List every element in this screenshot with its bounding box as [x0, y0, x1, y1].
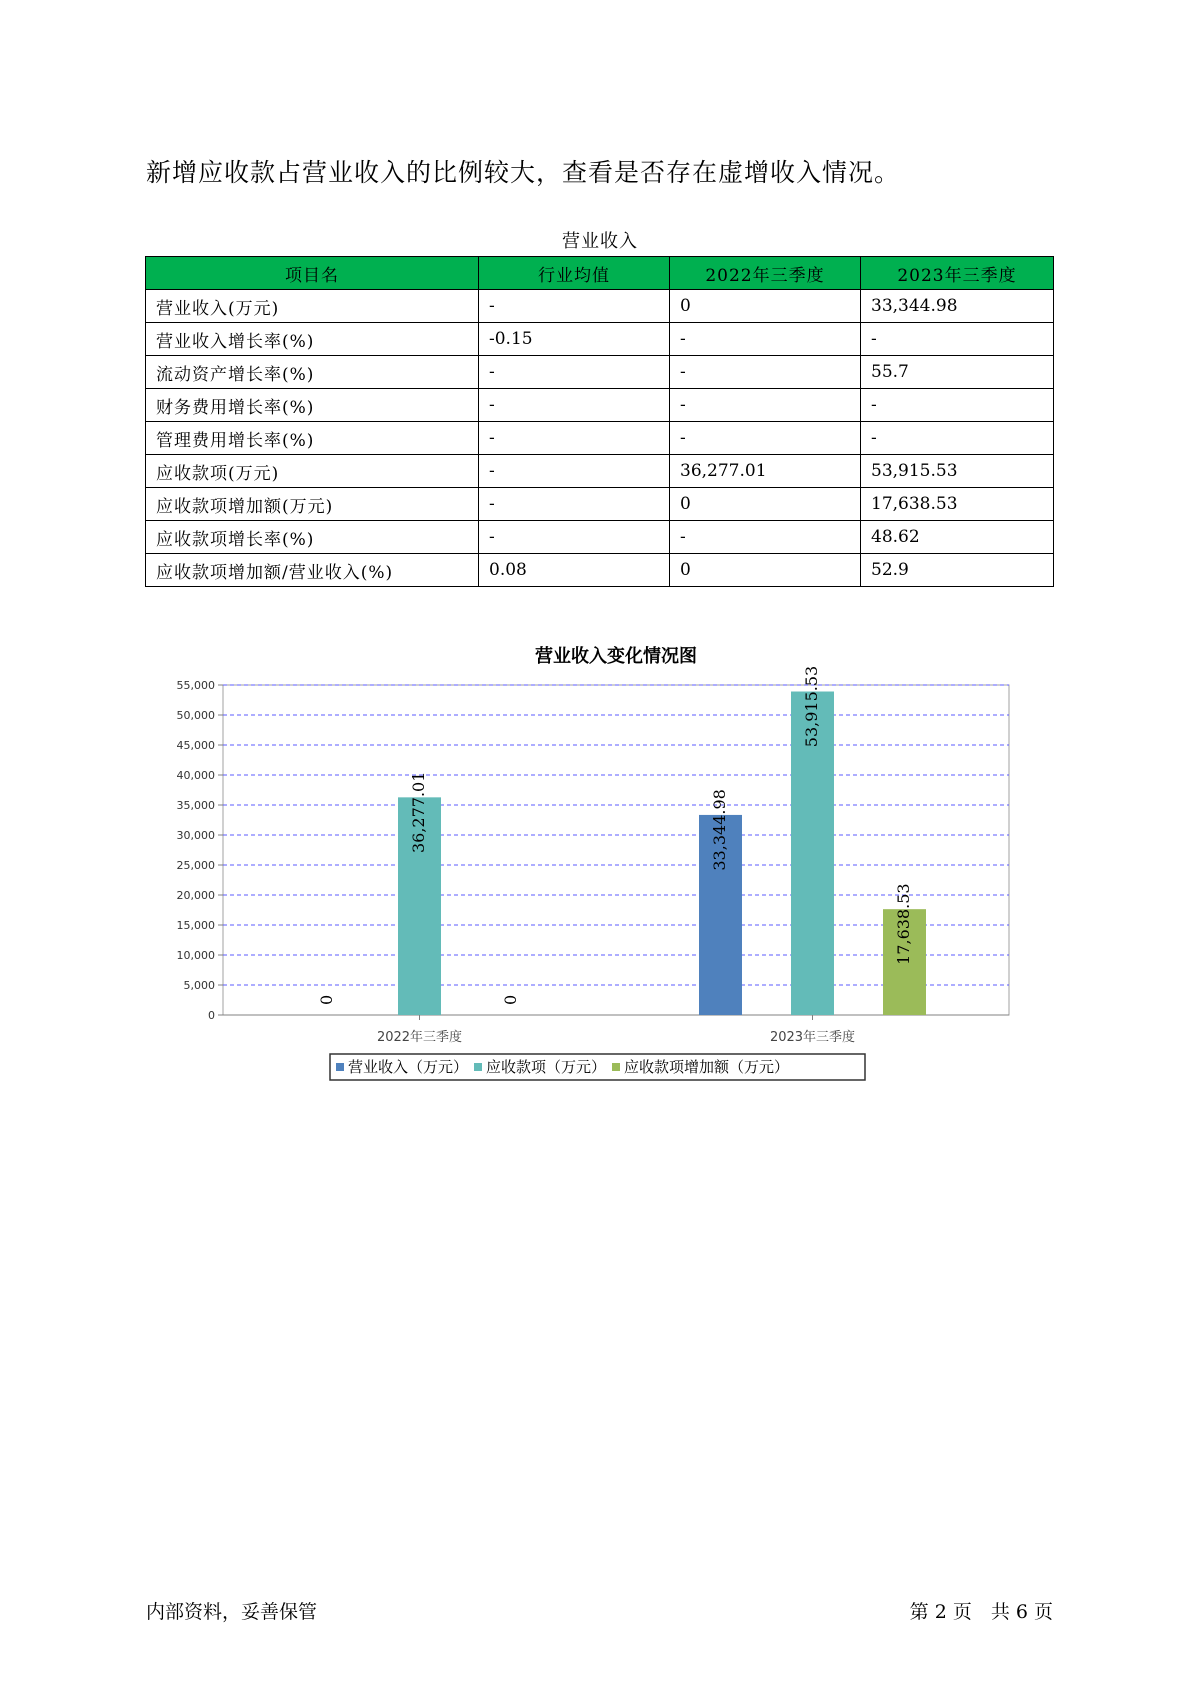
legend-swatch [336, 1063, 344, 1071]
table-cell: - [670, 323, 861, 356]
y-tick-label: 45,000 [176, 739, 215, 752]
table-cell: 应收款项增加额(万元) [146, 488, 479, 521]
bar-data-label: 17,638.53 [894, 883, 913, 965]
table-cell: 管理费用增长率(%) [146, 422, 479, 455]
y-tick-label: 25,000 [176, 859, 215, 872]
y-tick-label: 50,000 [176, 709, 215, 722]
intro-paragraph: 新增应收款占营业收入的比例较大，查看是否存在虚增收入情况。 [146, 158, 901, 187]
table-cell: -0.15 [479, 323, 670, 356]
y-tick-label: 5,000 [183, 979, 215, 992]
bar-data-label: 33,344.98 [710, 789, 729, 871]
table-cell: - [479, 488, 670, 521]
table-cell: - [670, 422, 861, 455]
table-cell: 53,915.53 [861, 455, 1054, 488]
y-tick-label: 40,000 [176, 769, 215, 782]
table-cell: 营业收入(万元) [146, 290, 479, 323]
table-cell: - [479, 455, 670, 488]
chart-title: 营业收入变化情况图 [535, 646, 697, 667]
bar-data-label: 36,277.01 [409, 771, 428, 854]
table-cell: - [861, 422, 1054, 455]
table-cell: 52.9 [861, 554, 1054, 587]
bar-data-label: 0 [317, 994, 336, 1005]
table-cell: 流动资产增长率(%) [146, 356, 479, 389]
table-cell: - [861, 389, 1054, 422]
column-header: 行业均值 [479, 257, 670, 290]
table-cell: 应收款项(万元) [146, 455, 479, 488]
table-cell: 48.62 [861, 521, 1054, 554]
table-cell: - [479, 521, 670, 554]
table-cell: 应收款项增加额/营业收入(%) [146, 554, 479, 587]
y-tick-label: 30,000 [176, 829, 215, 842]
table-cell: 0.08 [479, 554, 670, 587]
footer-page-number: 第 2 页 共 6 页 [909, 1601, 1053, 1623]
table-cell: 17,638.53 [861, 488, 1054, 521]
y-tick-label: 20,000 [176, 889, 215, 902]
table-cell: 0 [670, 554, 861, 587]
table-cell: 55.7 [861, 356, 1054, 389]
table-cell: 应收款项增长率(%) [146, 521, 479, 554]
x-tick-label: 2022年三季度 [376, 1030, 463, 1045]
table-cell: - [670, 389, 861, 422]
column-header: 2023年三季度 [861, 257, 1054, 290]
legend-swatch [474, 1063, 482, 1071]
legend-label: 营业收入（万元） [348, 1058, 469, 1076]
bar-data-label: 53,915.53 [802, 665, 821, 748]
y-tick-label: 55,000 [176, 679, 215, 692]
table-cell: - [479, 356, 670, 389]
bar-data-label: 0 [501, 994, 520, 1005]
table-cell: 营业收入增长率(%) [146, 323, 479, 356]
y-tick-label: 35,000 [176, 799, 215, 812]
table-cell: - [861, 323, 1054, 356]
table-cell: - [479, 290, 670, 323]
table-cell: 36,277.01 [670, 455, 861, 488]
column-header: 2022年三季度 [670, 257, 861, 290]
table-cell: - [670, 356, 861, 389]
table-cell: 33,344.98 [861, 290, 1054, 323]
column-header: 项目名 [146, 257, 479, 290]
table-cell: - [479, 422, 670, 455]
y-tick-label: 10,000 [176, 949, 215, 962]
footer-confidential-note: 内部资料，妥善保管 [146, 1601, 318, 1623]
table-cell: 0 [670, 488, 861, 521]
table-cell: - [479, 389, 670, 422]
x-tick-label: 2023年三季度 [769, 1030, 856, 1045]
legend-label: 应收款项增加额（万元） [624, 1058, 790, 1076]
y-tick-label: 0 [208, 1009, 215, 1022]
legend-swatch [612, 1063, 620, 1071]
table-cell: - [670, 521, 861, 554]
table-cell: 财务费用增长率(%) [146, 389, 479, 422]
legend-label: 应收款项（万元） [486, 1058, 607, 1076]
table-caption: 营业收入 [562, 231, 638, 252]
table-cell: 0 [670, 290, 861, 323]
y-tick-label: 15,000 [176, 919, 215, 932]
